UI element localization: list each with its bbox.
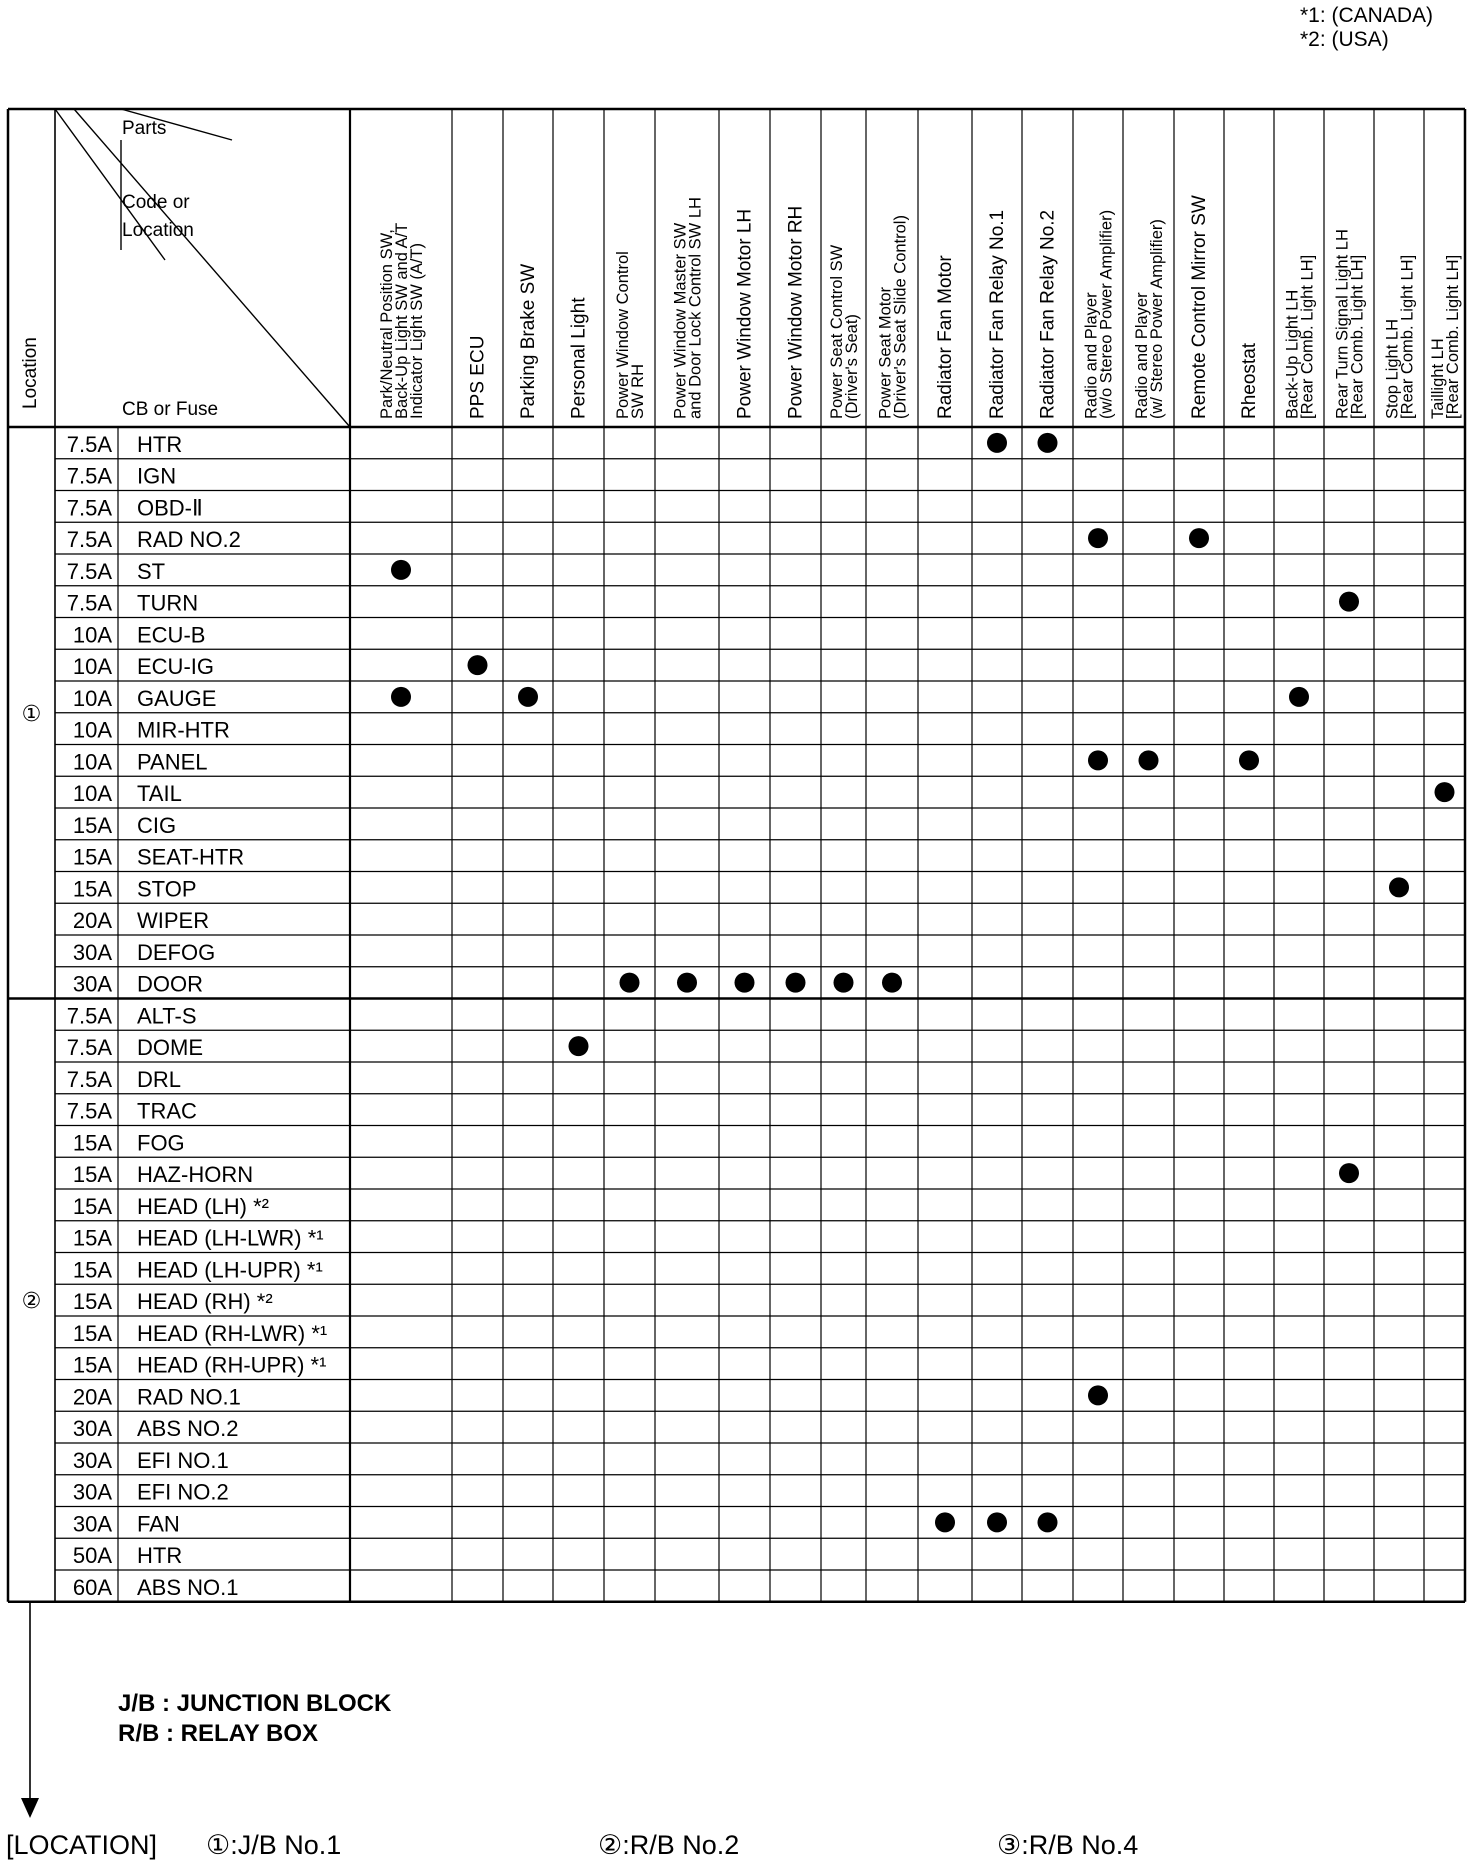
fuse-cell: HTR bbox=[137, 431, 183, 457]
location-header: Location bbox=[20, 337, 41, 409]
amp-cell: 50A bbox=[72, 1543, 112, 1568]
fuse-cell: ALT-S bbox=[137, 1003, 197, 1029]
header-diagonal bbox=[74, 109, 350, 427]
column-header-17: Back-Up Light LH bbox=[1283, 289, 1302, 419]
connection-mark bbox=[1088, 750, 1108, 770]
location-label: [LOCATION] bbox=[6, 1830, 158, 1860]
connection-mark bbox=[620, 973, 640, 993]
amp-cell: 15A bbox=[72, 1193, 112, 1219]
fuse-cell: DEFOG bbox=[137, 939, 216, 965]
fuse-cell: HAZ-HORN bbox=[137, 1162, 254, 1187]
fuse-cell: MIR-HTR bbox=[137, 717, 230, 743]
column-header-0: Back-Up Light SW and A/T bbox=[393, 222, 411, 419]
column-header-10: Radiator Fan Motor bbox=[935, 255, 956, 419]
fuse-cell: CIG bbox=[137, 812, 177, 838]
connection-mark bbox=[1339, 1163, 1359, 1183]
connection-mark bbox=[518, 687, 538, 707]
connection-mark bbox=[935, 1512, 955, 1532]
connection-mark bbox=[834, 973, 854, 993]
amp-cell: 15A bbox=[72, 844, 112, 870]
fuse-cell: HEAD (RH-LWR) *¹ bbox=[137, 1320, 328, 1346]
amp-cell: 7.5A bbox=[66, 431, 112, 457]
amp-cell: 10A bbox=[72, 781, 112, 806]
amp-cell: 7.5A bbox=[66, 1035, 112, 1060]
amp-cell: 7.5A bbox=[66, 558, 112, 584]
fuse-cell: FAN bbox=[137, 1511, 180, 1537]
fuse-cell: HEAD (LH) *² bbox=[137, 1193, 270, 1219]
connection-mark bbox=[1435, 782, 1455, 802]
column-header-17: [Rear Comb. Light LH] bbox=[1298, 254, 1317, 419]
column-header-8: Power Seat Control SW bbox=[828, 244, 846, 419]
amp-cell: 15A bbox=[72, 812, 112, 838]
fuse-cell: TURN bbox=[137, 590, 199, 616]
group-location: ① bbox=[21, 700, 42, 726]
column-header-4: Power Window Control bbox=[614, 251, 632, 419]
column-header-18: [Rear Comb. Light LH] bbox=[1348, 254, 1367, 419]
fuse-cell: DOME bbox=[137, 1035, 203, 1060]
fuse-cell: TAIL bbox=[137, 781, 182, 806]
column-header-14: (w/ Stereo Power Amplifier) bbox=[1148, 219, 1166, 419]
cbfuse-header: CB or Fuse bbox=[122, 399, 219, 420]
connection-mark bbox=[569, 1036, 589, 1056]
column-header-4: SW RH bbox=[629, 364, 647, 419]
column-header-1: PPS ECU bbox=[467, 335, 489, 419]
amp-cell: 15A bbox=[72, 1289, 112, 1314]
amp-cell: 30A bbox=[72, 939, 112, 965]
connection-mark bbox=[1289, 687, 1309, 707]
fuse-cell: OBD-Ⅱ bbox=[137, 495, 203, 521]
column-header-19: Stop Light LH bbox=[1383, 319, 1402, 419]
fuse-cell: WIPER bbox=[137, 908, 210, 933]
column-header-2: Parking Brake SW bbox=[518, 263, 539, 419]
amp-cell: 7.5A bbox=[66, 527, 112, 552]
fuse-cell: DRL bbox=[137, 1066, 182, 1092]
location-item-1: ①:J/B No.1 bbox=[206, 1830, 342, 1860]
connection-mark bbox=[1088, 528, 1108, 548]
legend-junction-block: J/B : JUNCTION BLOCK bbox=[118, 1690, 392, 1717]
amp-cell: 7.5A bbox=[66, 463, 112, 489]
location-item-3: ③:R/B No.4 bbox=[997, 1830, 1139, 1860]
amp-cell: 15A bbox=[72, 1130, 112, 1156]
legend-relay-box: R/B : RELAY BOX bbox=[118, 1720, 319, 1747]
amp-cell: 15A bbox=[72, 1162, 112, 1187]
fuse-cell: EFI NO.1 bbox=[137, 1447, 229, 1473]
column-header-6: Power Window Motor LH bbox=[734, 208, 756, 419]
column-header-20: Taillight LH bbox=[1429, 338, 1447, 419]
fuse-cell: ECU-IG bbox=[137, 654, 214, 679]
amp-cell: 15A bbox=[72, 1225, 112, 1251]
amp-cell: 7.5A bbox=[66, 495, 112, 521]
connection-mark bbox=[1239, 750, 1259, 770]
amp-cell: 20A bbox=[72, 908, 112, 933]
column-header-20: [Rear Comb. Light LH] bbox=[1444, 254, 1462, 419]
column-header-13: Radio and Player bbox=[1082, 292, 1101, 419]
fuse-cell: PANEL bbox=[137, 749, 208, 775]
connection-mark bbox=[786, 973, 806, 993]
connection-mark bbox=[882, 973, 902, 993]
column-header-8: (Driver's Seat) bbox=[843, 314, 861, 419]
connection-mark bbox=[468, 655, 488, 675]
amp-cell: 10A bbox=[72, 622, 112, 648]
fuse-cell: STOP bbox=[137, 876, 197, 902]
column-header-18: Rear Turn Signal Light LH bbox=[1333, 229, 1352, 419]
connection-mark bbox=[1038, 433, 1058, 453]
column-header-9: (Driver's Seat Slide Control) bbox=[891, 215, 910, 419]
amp-cell: 15A bbox=[72, 876, 112, 902]
connection-mark bbox=[735, 973, 755, 993]
code-header-1: Code or bbox=[122, 192, 190, 213]
amp-cell: 30A bbox=[72, 1416, 112, 1441]
parts-header: Parts bbox=[122, 118, 167, 139]
amp-cell: 10A bbox=[72, 749, 112, 775]
column-header-3: Personal Light bbox=[568, 297, 590, 419]
amp-cell: 15A bbox=[72, 1352, 112, 1378]
amp-cell: 7.5A bbox=[66, 1098, 112, 1124]
fuse-cell: RAD NO.2 bbox=[137, 527, 241, 552]
fuse-cell: TRAC bbox=[137, 1098, 197, 1124]
fuse-cell: DOOR bbox=[137, 971, 203, 997]
column-header-5: Power Window Master SW bbox=[671, 222, 690, 419]
amp-cell: 15A bbox=[72, 1320, 112, 1346]
amp-cell: 10A bbox=[72, 654, 112, 679]
fuse-cell: RAD NO.1 bbox=[137, 1384, 241, 1410]
column-header-12: Radiator Fan Relay No.2 bbox=[1037, 209, 1059, 419]
column-header-13: (w/o Stereo Power Amplifier) bbox=[1097, 209, 1116, 419]
connection-mark bbox=[1189, 528, 1209, 548]
amp-cell: 30A bbox=[72, 971, 112, 997]
amp-cell: 15A bbox=[72, 1257, 112, 1283]
fuse-cell: ECU-B bbox=[137, 622, 206, 648]
fuse-cell: GAUGE bbox=[137, 685, 217, 711]
location-arrow-head bbox=[21, 1798, 39, 1818]
connection-mark bbox=[1139, 750, 1159, 770]
code-header-2: Location bbox=[122, 220, 194, 241]
connection-mark bbox=[391, 687, 411, 707]
connection-mark bbox=[391, 560, 411, 580]
column-header-7: Power Window Motor RH bbox=[785, 205, 807, 419]
footnote-usa: *2: (USA) bbox=[1300, 28, 1389, 51]
fuse-cell: HEAD (RH) *² bbox=[137, 1289, 273, 1314]
fuse-cell: HEAD (LH-UPR) *¹ bbox=[137, 1257, 323, 1283]
connection-mark bbox=[1389, 877, 1409, 897]
column-header-11: Radiator Fan Relay No.1 bbox=[987, 209, 1008, 419]
column-header-0: Park/Neutral Position SW, bbox=[378, 229, 396, 419]
fuse-cell: HTR bbox=[137, 1543, 183, 1568]
fuse-cell: ST bbox=[137, 558, 166, 584]
connection-mark bbox=[987, 1512, 1007, 1532]
column-header-14: Radio and Player bbox=[1133, 292, 1151, 419]
amp-cell: 7.5A bbox=[66, 1003, 112, 1029]
location-item-2: ②:R/B No.2 bbox=[598, 1830, 740, 1860]
column-header-15: Remote Control Mirror SW bbox=[1189, 195, 1210, 419]
fuse-cell: ABS NO.2 bbox=[137, 1416, 239, 1441]
connection-mark bbox=[1339, 592, 1359, 612]
connection-mark bbox=[987, 433, 1007, 453]
amp-cell: 30A bbox=[72, 1511, 112, 1537]
footnote-canada: *1: (CANADA) bbox=[1300, 4, 1434, 27]
amp-cell: 20A bbox=[72, 1384, 112, 1410]
column-header-5: and Door Lock Control SW LH bbox=[686, 197, 705, 419]
amp-cell: 7.5A bbox=[66, 1066, 112, 1092]
connection-mark bbox=[677, 973, 697, 993]
amp-cell: 30A bbox=[72, 1447, 112, 1473]
fuse-cell: IGN bbox=[137, 463, 177, 489]
column-header-0: Indicator Light SW (A/T) bbox=[408, 242, 426, 419]
amp-cell: 10A bbox=[72, 717, 112, 743]
fuse-cell: EFI NO.2 bbox=[137, 1479, 229, 1505]
connection-mark bbox=[1038, 1512, 1058, 1532]
amp-cell: 10A bbox=[72, 685, 112, 711]
amp-cell: 30A bbox=[72, 1479, 112, 1505]
fuse-cell: ABS NO.1 bbox=[137, 1574, 239, 1600]
connection-mark bbox=[1088, 1385, 1108, 1405]
column-header-16: Rheostat bbox=[1239, 342, 1260, 419]
fuse-cell: HEAD (LH-LWR) *¹ bbox=[137, 1225, 324, 1251]
fuse-cell: FOG bbox=[137, 1130, 185, 1156]
column-header-19: [Rear Comb. Light LH] bbox=[1398, 254, 1417, 419]
amp-cell: 60A bbox=[72, 1574, 112, 1600]
fuse-cell: HEAD (RH-UPR) *¹ bbox=[137, 1352, 327, 1378]
group-location: ② bbox=[21, 1288, 42, 1314]
fuse-cell: SEAT-HTR bbox=[137, 844, 245, 870]
amp-cell: 7.5A bbox=[66, 590, 112, 616]
column-header-9: Power Seat Motor bbox=[876, 286, 895, 419]
